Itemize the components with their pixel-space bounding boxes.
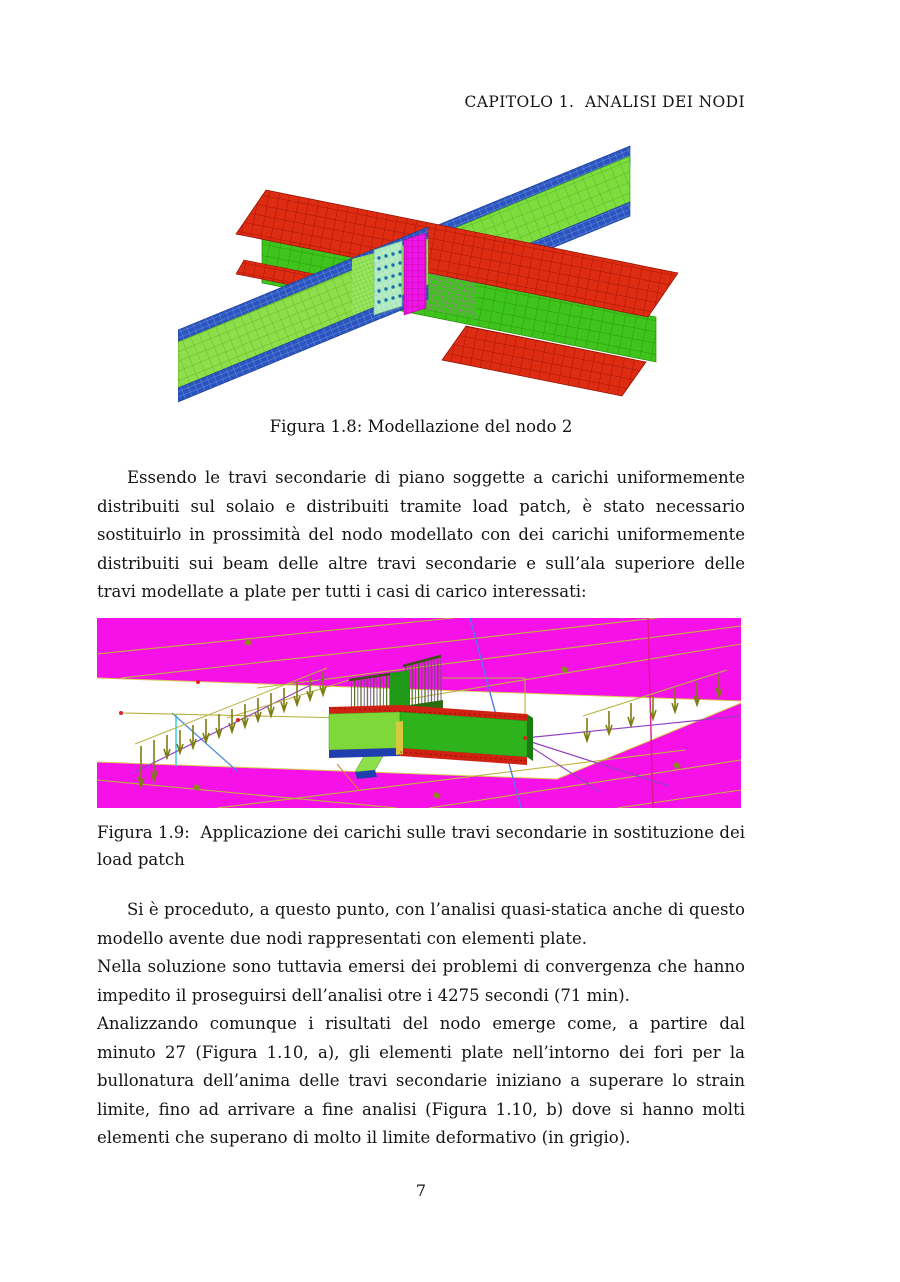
page-number: 7 bbox=[415, 1181, 427, 1200]
figure-1-9 bbox=[97, 618, 741, 808]
figure-1-9-caption: Figura 1.9: Applicazione dei carichi sulle travi secondarie in sostituzione dei load patch bbox=[97, 823, 751, 869]
figure-1-8-caption: Figura 1.8: Modellazione del nodo 2 bbox=[269, 417, 573, 436]
figure-1-8 bbox=[178, 138, 723, 410]
figure-1-8-image bbox=[178, 138, 723, 410]
chapter-header: CAPITOLO 1. ANALISI DEI NODI bbox=[464, 93, 745, 111]
paragraph-2-text: Si è proceduto, a questo punto, con l’analisi quasi-statica anche di questo modello avente due nodi rappresentati con elementi plate. bbox=[97, 900, 745, 948]
paragraph-3-text: Nella soluzione sono tuttavia emersi dei problemi di convergenza che hanno impedito il proseguirsi dell’analisi otre i 4275 secondi (71 min). bbox=[97, 957, 745, 1005]
paragraph-1-text: Essendo le travi secondarie di piano soggette a carichi uniformemente distribuiti sul solaio e distribuiti tramite load patch, è stato necessario sostituirlo in prossimità del nodo modellato con dei carichi uniformemente distribuiti sui beam delle altre travi secondarie e sull’ala superiore delle travi modellate a plate per tutti i casi di carico interessati: bbox=[97, 468, 745, 601]
paragraph-block-2 bbox=[97, 896, 745, 1153]
figure-1-9-image bbox=[97, 618, 741, 808]
magenta-end-plate bbox=[404, 233, 426, 315]
paragraph-4-text: Analizzando comunque i risultati del nodo emerge come, a partire dal minuto 27 (Figura 1.10, a), gli elementi plate nell’intorno dei fori per la bullonatura dell’anima delle travi secondarie iniziano a superare lo strain limite, fino ad arrivare a fine analisi (Figura 1.10, b) dove si hanno molti elementi che superano di molto il limite deformativo (in grigio). bbox=[97, 1014, 745, 1147]
paragraph-1 bbox=[97, 464, 745, 607]
